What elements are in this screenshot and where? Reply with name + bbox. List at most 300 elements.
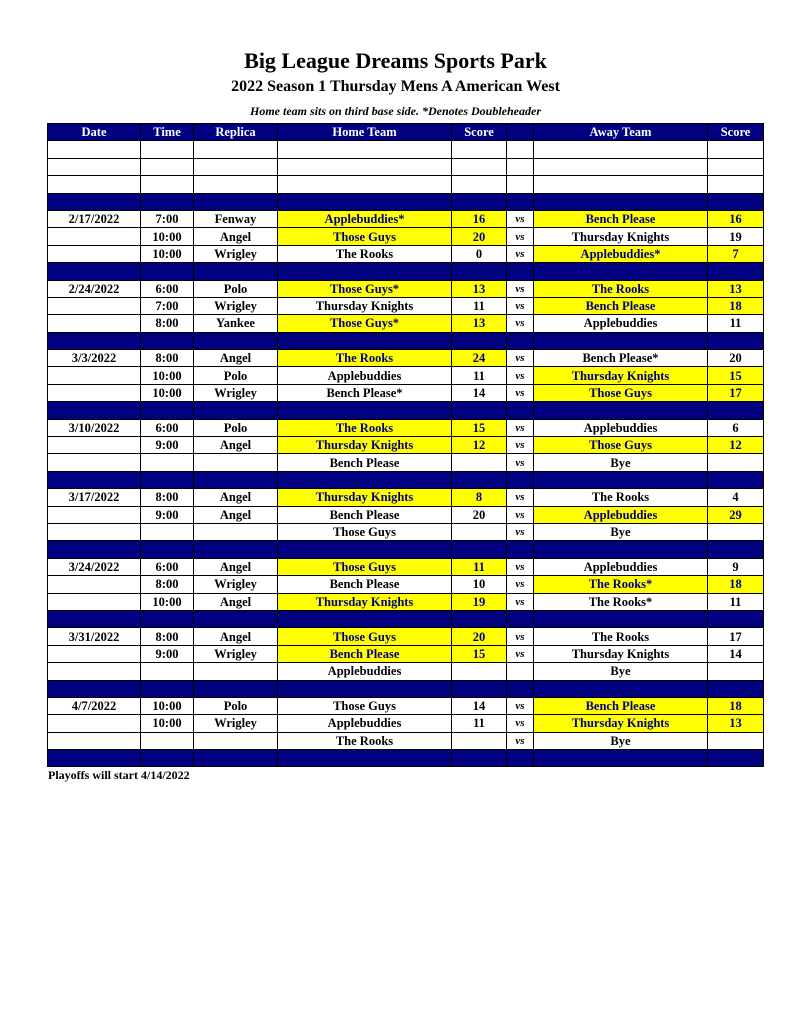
schedule-body [48, 141, 764, 767]
replica-field: Angel [194, 228, 278, 245]
away-score: 17 [708, 384, 764, 401]
away-score: 15 [708, 367, 764, 384]
home-team: Thursday Knights [278, 593, 452, 610]
game-row [48, 489, 764, 506]
home-team: Those Guys [278, 697, 452, 714]
home-score: 11 [452, 367, 507, 384]
vs-label: vs [507, 228, 534, 245]
separator-cell [278, 680, 452, 697]
game-row [48, 454, 764, 471]
replica-field: Wrigley [194, 715, 278, 732]
away-score: 18 [708, 697, 764, 714]
separator-cell [48, 332, 141, 349]
blank-cell [141, 176, 194, 193]
away-team: Applebuddies [534, 558, 708, 575]
home-score: 13 [452, 280, 507, 297]
blank-cell [534, 176, 708, 193]
separator-cell [194, 541, 278, 558]
separator-cell [194, 332, 278, 349]
separator-cell [507, 193, 534, 210]
home-score: 14 [452, 697, 507, 714]
game-time: 9:00 [141, 645, 194, 662]
vs-label: vs [507, 715, 534, 732]
replica-field [194, 523, 278, 540]
home-score [452, 732, 507, 749]
game-date [48, 367, 141, 384]
vs-label: vs [507, 506, 534, 523]
away-team: The Rooks* [534, 576, 708, 593]
away-team: Bye [534, 663, 708, 680]
game-row [48, 593, 764, 610]
vs-label: vs [507, 280, 534, 297]
separator-cell [507, 402, 534, 419]
separator-cell [452, 332, 507, 349]
separator-cell [278, 471, 452, 488]
away-team: Those Guys [534, 384, 708, 401]
separator-cell [534, 750, 708, 767]
vs-label: vs [507, 367, 534, 384]
replica-field: Wrigley [194, 245, 278, 262]
week-separator-row [48, 610, 764, 627]
replica-field: Wrigley [194, 645, 278, 662]
separator-cell [452, 402, 507, 419]
game-row [48, 558, 764, 575]
separator-cell [534, 193, 708, 210]
away-score [708, 663, 764, 680]
home-team: Those Guys [278, 558, 452, 575]
separator-cell [708, 680, 764, 697]
separator-cell [194, 610, 278, 627]
vs-label: vs [507, 315, 534, 332]
blank-cell [708, 158, 764, 175]
game-row [48, 437, 764, 454]
game-date [48, 576, 141, 593]
game-row [48, 367, 764, 384]
game-time: 8:00 [141, 576, 194, 593]
home-team: Thursday Knights [278, 489, 452, 506]
week-separator-row [48, 471, 764, 488]
game-date [48, 228, 141, 245]
blank-cell [48, 141, 141, 158]
separator-cell [141, 680, 194, 697]
col-header-time: Time [141, 124, 194, 141]
separator-cell [141, 332, 194, 349]
separator-cell [278, 193, 452, 210]
separator-cell [534, 471, 708, 488]
game-date: 3/31/2022 [48, 628, 141, 645]
schedule-table [47, 123, 764, 767]
separator-cell [507, 471, 534, 488]
separator-cell [534, 263, 708, 280]
vs-label: vs [507, 437, 534, 454]
separator-cell [708, 402, 764, 419]
vs-label: vs [507, 593, 534, 610]
blank-cell [534, 158, 708, 175]
separator-cell [141, 193, 194, 210]
week-separator-row [48, 263, 764, 280]
separator-cell [708, 332, 764, 349]
game-row [48, 315, 764, 332]
blank-cell [452, 158, 507, 175]
vs-label: vs [507, 384, 534, 401]
blank-cell [452, 176, 507, 193]
game-row [48, 280, 764, 297]
separator-cell [278, 750, 452, 767]
home-team: Thursday Knights [278, 437, 452, 454]
game-date [48, 663, 141, 680]
away-team: Applebuddies [534, 506, 708, 523]
home-team: Applebuddies [278, 663, 452, 680]
separator-cell [278, 332, 452, 349]
game-date: 3/24/2022 [48, 558, 141, 575]
away-team: Those Guys [534, 437, 708, 454]
home-team: Applebuddies [278, 367, 452, 384]
separator-cell [708, 750, 764, 767]
home-team: Applebuddies [278, 715, 452, 732]
game-date: 3/3/2022 [48, 350, 141, 367]
game-date [48, 437, 141, 454]
replica-field: Polo [194, 280, 278, 297]
home-team: Those Guys* [278, 315, 452, 332]
separator-cell [452, 680, 507, 697]
game-time: 7:00 [141, 297, 194, 314]
vs-label: vs [507, 297, 534, 314]
replica-field: Angel [194, 558, 278, 575]
week-separator-row [48, 332, 764, 349]
game-date [48, 593, 141, 610]
separator-cell [194, 402, 278, 419]
blank-cell [141, 158, 194, 175]
blank-cell [278, 158, 452, 175]
away-team: Bench Please [534, 697, 708, 714]
home-score: 0 [452, 245, 507, 262]
separator-cell [278, 610, 452, 627]
separator-cell [708, 263, 764, 280]
separator-cell [48, 541, 141, 558]
away-team: Bench Please* [534, 350, 708, 367]
game-time: 9:00 [141, 437, 194, 454]
away-score: 16 [708, 210, 764, 227]
away-team: Bench Please [534, 297, 708, 314]
game-time: 7:00 [141, 210, 194, 227]
separator-cell [452, 471, 507, 488]
game-date [48, 315, 141, 332]
blank-row [48, 141, 764, 158]
replica-field: Yankee [194, 315, 278, 332]
separator-cell [194, 750, 278, 767]
col-header-replica: Replica [194, 124, 278, 141]
away-team: Thursday Knights [534, 367, 708, 384]
home-team: Those Guys [278, 628, 452, 645]
home-score: 11 [452, 297, 507, 314]
game-time: 8:00 [141, 628, 194, 645]
away-score: 11 [708, 315, 764, 332]
home-team: Bench Please [278, 576, 452, 593]
game-time: 6:00 [141, 558, 194, 575]
separator-cell [141, 541, 194, 558]
game-date: 2/17/2022 [48, 210, 141, 227]
game-row [48, 419, 764, 436]
home-team: Those Guys [278, 228, 452, 245]
home-score [452, 523, 507, 540]
away-score: 14 [708, 645, 764, 662]
home-score: 14 [452, 384, 507, 401]
game-date [48, 523, 141, 540]
game-date [48, 245, 141, 262]
separator-cell [534, 541, 708, 558]
game-date: 3/17/2022 [48, 489, 141, 506]
game-date [48, 715, 141, 732]
vs-label: vs [507, 732, 534, 749]
separator-cell [48, 263, 141, 280]
separator-cell [452, 541, 507, 558]
separator-cell [48, 402, 141, 419]
away-score: 7 [708, 245, 764, 262]
vs-label: vs [507, 210, 534, 227]
separator-cell [48, 610, 141, 627]
away-team: Applebuddies* [534, 245, 708, 262]
game-time: 10:00 [141, 228, 194, 245]
blank-cell [48, 158, 141, 175]
home-score: 20 [452, 506, 507, 523]
separator-cell [278, 541, 452, 558]
separator-cell [452, 750, 507, 767]
replica-field: Polo [194, 697, 278, 714]
away-team: Applebuddies [534, 315, 708, 332]
separator-cell [534, 680, 708, 697]
replica-field: Polo [194, 419, 278, 436]
blank-row [48, 158, 764, 175]
replica-field: Wrigley [194, 384, 278, 401]
game-time: 8:00 [141, 315, 194, 332]
week-separator-row [48, 193, 764, 210]
col-header-home-score: Score [452, 124, 507, 141]
game-date: 4/7/2022 [48, 697, 141, 714]
separator-cell [278, 263, 452, 280]
game-time: 10:00 [141, 367, 194, 384]
replica-field: Angel [194, 350, 278, 367]
game-row [48, 663, 764, 680]
blank-cell [507, 158, 534, 175]
game-date [48, 506, 141, 523]
col-header-away-score: Score [708, 124, 764, 141]
replica-field: Angel [194, 437, 278, 454]
home-team: Bench Please [278, 506, 452, 523]
week-separator-row [48, 402, 764, 419]
vs-label [507, 663, 534, 680]
away-team: Bye [534, 454, 708, 471]
separator-cell [507, 332, 534, 349]
game-time [141, 732, 194, 749]
home-team: Those Guys* [278, 280, 452, 297]
home-score: 20 [452, 628, 507, 645]
game-row [48, 715, 764, 732]
game-date [48, 454, 141, 471]
home-team: The Rooks [278, 732, 452, 749]
game-time: 6:00 [141, 280, 194, 297]
replica-field: Polo [194, 367, 278, 384]
game-row [48, 645, 764, 662]
separator-cell [48, 750, 141, 767]
separator-cell [452, 610, 507, 627]
separator-cell [48, 193, 141, 210]
header-row [48, 124, 764, 141]
blank-row [48, 176, 764, 193]
home-score: 13 [452, 315, 507, 332]
home-score: 19 [452, 593, 507, 610]
home-score: 15 [452, 419, 507, 436]
game-row [48, 506, 764, 523]
blank-cell [194, 141, 278, 158]
replica-field: Fenway [194, 210, 278, 227]
game-time: 9:00 [141, 506, 194, 523]
vs-label: vs [507, 419, 534, 436]
game-row [48, 576, 764, 593]
replica-field: Angel [194, 489, 278, 506]
home-score: 16 [452, 210, 507, 227]
game-time: 8:00 [141, 350, 194, 367]
replica-field: Wrigley [194, 576, 278, 593]
away-score [708, 454, 764, 471]
home-team: The Rooks [278, 245, 452, 262]
separator-cell [708, 193, 764, 210]
away-score: 13 [708, 715, 764, 732]
home-team: Those Guys [278, 523, 452, 540]
replica-field [194, 663, 278, 680]
replica-field: Wrigley [194, 297, 278, 314]
blank-cell [141, 141, 194, 158]
game-time: 10:00 [141, 697, 194, 714]
away-score: 29 [708, 506, 764, 523]
game-date [48, 297, 141, 314]
away-team: The Rooks [534, 489, 708, 506]
col-header-away-team: Away Team [534, 124, 708, 141]
away-team: Bye [534, 523, 708, 540]
separator-cell [452, 263, 507, 280]
away-team: The Rooks* [534, 593, 708, 610]
vs-label: vs [507, 350, 534, 367]
separator-cell [507, 610, 534, 627]
home-team: Bench Please [278, 645, 452, 662]
separator-cell [452, 193, 507, 210]
separator-cell [708, 471, 764, 488]
away-score: 20 [708, 350, 764, 367]
separator-cell [141, 750, 194, 767]
vs-label: vs [507, 245, 534, 262]
home-score [452, 663, 507, 680]
separator-cell [48, 471, 141, 488]
separator-cell [507, 750, 534, 767]
vs-label: vs [507, 558, 534, 575]
away-team: The Rooks [534, 280, 708, 297]
blank-cell [278, 176, 452, 193]
separator-cell [141, 263, 194, 280]
away-team: Bench Please [534, 210, 708, 227]
week-separator-row [48, 541, 764, 558]
playoffs-note: Playoffs will start 4/14/2022 [48, 768, 190, 782]
away-score: 6 [708, 419, 764, 436]
replica-field: Angel [194, 593, 278, 610]
home-score: 10 [452, 576, 507, 593]
game-time: 6:00 [141, 419, 194, 436]
game-row [48, 350, 764, 367]
away-team: Thursday Knights [534, 645, 708, 662]
vs-label: vs [507, 523, 534, 540]
blank-cell [507, 176, 534, 193]
game-time: 10:00 [141, 593, 194, 610]
blank-cell [194, 158, 278, 175]
home-team: Bench Please [278, 454, 452, 471]
home-score: 20 [452, 228, 507, 245]
away-score: 9 [708, 558, 764, 575]
col-header-vs [507, 124, 534, 141]
home-team: The Rooks [278, 419, 452, 436]
col-header-home-team: Home Team [278, 124, 452, 141]
away-score [708, 732, 764, 749]
game-row [48, 297, 764, 314]
col-header-date: Date [48, 124, 141, 141]
game-row [48, 697, 764, 714]
separator-cell [534, 332, 708, 349]
away-score: 12 [708, 437, 764, 454]
home-score: 8 [452, 489, 507, 506]
separator-cell [194, 193, 278, 210]
blank-cell [278, 141, 452, 158]
away-team: Thursday Knights [534, 228, 708, 245]
vs-label: vs [507, 628, 534, 645]
game-time: 10:00 [141, 384, 194, 401]
vs-label: vs [507, 576, 534, 593]
game-row [48, 245, 764, 262]
game-row [48, 228, 764, 245]
away-score [708, 523, 764, 540]
game-time: 10:00 [141, 245, 194, 262]
away-score: 11 [708, 593, 764, 610]
game-time: 10:00 [141, 715, 194, 732]
separator-cell [507, 541, 534, 558]
separator-cell [194, 263, 278, 280]
separator-cell [141, 471, 194, 488]
game-date [48, 645, 141, 662]
page-title: Big League Dreams Sports Park [244, 48, 547, 73]
home-team: The Rooks [278, 350, 452, 367]
home-score [452, 454, 507, 471]
week-separator-row [48, 680, 764, 697]
game-row [48, 523, 764, 540]
league-subtitle: 2022 Season 1 Thursday Mens A American West [231, 78, 560, 95]
away-team: Applebuddies [534, 419, 708, 436]
separator-cell [48, 680, 141, 697]
separator-cell [278, 402, 452, 419]
game-row [48, 384, 764, 401]
replica-field [194, 732, 278, 749]
away-score: 4 [708, 489, 764, 506]
game-date: 2/24/2022 [48, 280, 141, 297]
game-time [141, 663, 194, 680]
blank-cell [48, 176, 141, 193]
replica-field: Angel [194, 506, 278, 523]
home-score: 24 [452, 350, 507, 367]
replica-field: Angel [194, 628, 278, 645]
separator-cell [194, 680, 278, 697]
away-team: Thursday Knights [534, 715, 708, 732]
vs-label: vs [507, 489, 534, 506]
away-score: 13 [708, 280, 764, 297]
separator-cell [708, 541, 764, 558]
home-score: 11 [452, 715, 507, 732]
game-time [141, 454, 194, 471]
home-team: Applebuddies* [278, 210, 452, 227]
